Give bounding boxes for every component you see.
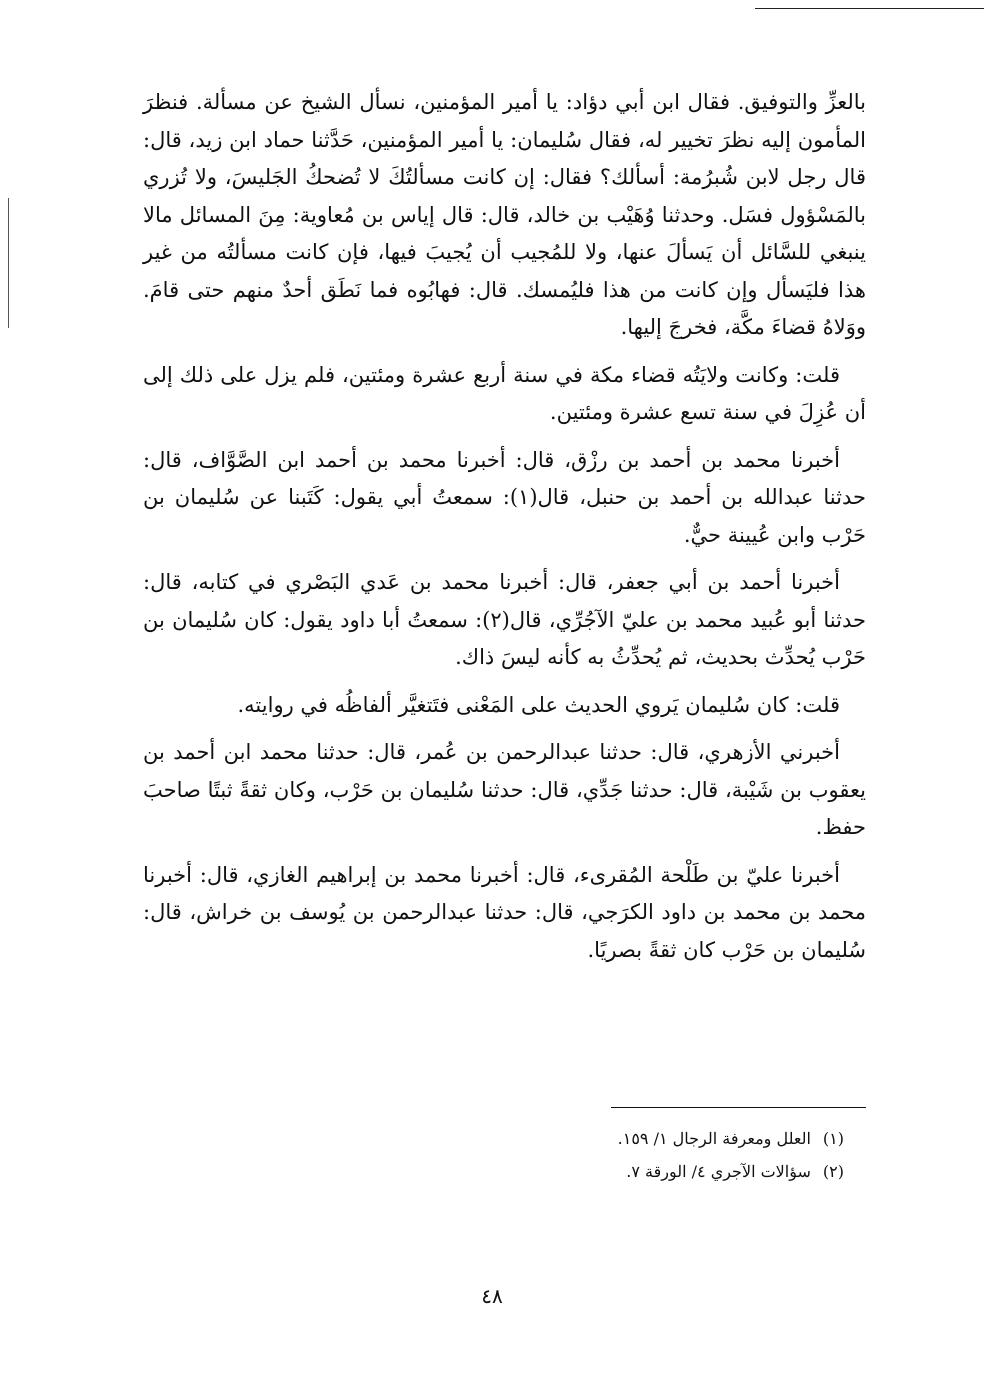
paragraph-2: قلت: وكانت ولايَتُه قضاء مكة في سنة أربع عشرة ومئتين، فلم يزل على ذلك إلى أن عُزِلَ في سنة تسع عشرة ومئتين.	[143, 362, 866, 424]
footnotes	[480, 1122, 844, 1188]
paragraph-6: أخبرني الأزهري، قال: حدثنا عبدالرحمن بن عُمر، قال: حدثنا محمد ابن أحمد بن يعقوب بن شَيْبة، قال: حدثنا جَدِّي، قال: حدثنا سُليمان بن حَرْب، وكان ثقةً ثبتًا صاحبَ حفظ.	[143, 740, 866, 839]
paragraph-1: بالعزِّ والتوفيق. فقال ابن أبي دؤاد: يا أمير المؤمنين، نسأل الشيخ عن مسألة. فنظرَ المأمون إليه نظرَ تخيير له، فقال سُليمان: يا أمير المؤمنين، حَدَّثنا حماد ابن زيد، قال: قال رجل لابن شُبرُمة: أسألك؟ فقال: إن كانت مسألتُكَ لا تُضحكُ الجَليسَ، ولا تُزري بالمَسْؤول فسَل. وحدثنا وُهَيْب بن خالد، قال: قال إياس بن مُعاوية: مِنَ المسائل مالا ينبغي للسَّائل أن يَسألَ عنها، ولا للمُجيب أن يُجيبَ فيها، فإن كانت مسألتُه من غير هذا فليَسأل وإن كانت من هذا فليُمسك. قال: فهابُوه فما نَطَق أحدٌ منهم حتى قامَ. ووَلاهُ قضاءَ مكَّة، فخرجَ إليها.	[143, 90, 866, 339]
top-edge-rule	[755, 8, 984, 9]
main-text	[143, 84, 866, 979]
paragraph-4: أخبرنا أحمد بن أبي جعفر، قال: أخبرنا محمد بن عَدي البَصْري في كتابه، قال: حدثنا أبو عُبيد محمد بن عليّ الآجُرِّي، قال(٢): سمعتُ أبا داود يقول: كان سُليمان بن حَرْب يُحدِّث بحديث، ثم يُحدِّثُ به كأنه ليسَ ذاك.	[143, 570, 866, 669]
scan-margin-mark	[8, 198, 9, 328]
footnote-number: (٢)	[822, 1162, 844, 1181]
footnote-2	[480, 1155, 844, 1188]
page-number: ٤٨	[481, 1284, 503, 1308]
paragraph-5: قلت: كان سُليمان يَروي الحديث على المَعْنى فتَتغيَّر ألفاظُه في روايته.	[237, 692, 840, 717]
paragraph-7: أخبرنا عليّ بن طَلْحة المُقرىء، قال: أخبرنا محمد بن إبراهيم الغازي، قال: أخبرنا محمد بن محمد بن داود الكرَجي، قال: حدثنا عبدالرحمن بن يُوسف بن خراش، قال: سُليمان بن حَرْب كان ثقةً بصريًا.	[143, 862, 866, 962]
paragraph-3: أخبرنا محمد بن أحمد بن رزْق، قال: أخبرنا محمد بن أحمد ابن الصَّوَّاف، قال: حدثنا عبدالله بن أحمد بن حنبل، قال(١): سمعتُ أبي يقول: كَتَبنا عن سُليمان بن حَرْب وابن عُيينة حيٌّ.	[143, 447, 866, 547]
footnote-1	[480, 1122, 844, 1155]
footnote-number: (١)	[822, 1129, 844, 1148]
footnote-text: العلل ومعرفة الرجال ١/ ١٥٩.	[617, 1129, 811, 1148]
footnote-separator	[611, 1107, 866, 1108]
footnote-text: سؤالات الآجري ٤/ الورقة ٧.	[626, 1162, 811, 1181]
